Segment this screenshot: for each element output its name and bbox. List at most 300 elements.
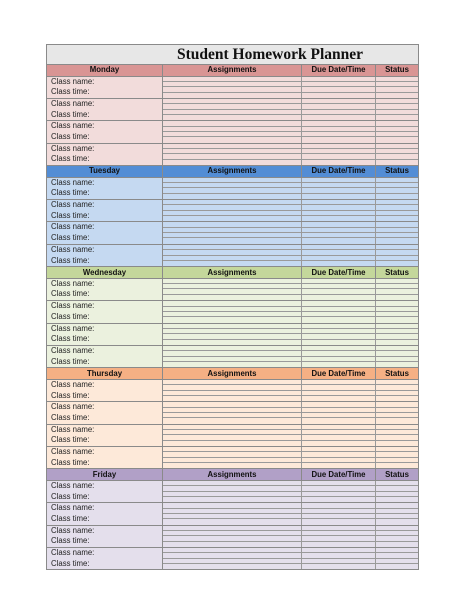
due-date-cell[interactable]: [302, 110, 376, 114]
status-cell[interactable]: [376, 486, 418, 490]
assignment-cell[interactable]: [163, 183, 302, 187]
status-cell[interactable]: [376, 340, 418, 345]
assignment-cell[interactable]: [163, 279, 302, 283]
assignment-cell[interactable]: [163, 200, 302, 204]
due-date-cell[interactable]: [302, 351, 376, 355]
class-labels: [47, 245, 163, 266]
status-cell[interactable]: [376, 233, 418, 237]
assignment-cell[interactable]: [163, 77, 302, 81]
status-cell[interactable]: [376, 104, 418, 108]
status-cell[interactable]: [376, 188, 418, 192]
due-date-cell[interactable]: [302, 295, 376, 300]
due-date-cell[interactable]: [302, 458, 376, 462]
due-date-cell[interactable]: [302, 160, 376, 165]
assignment-cell[interactable]: [163, 362, 302, 367]
due-date-cell[interactable]: [302, 77, 376, 81]
day-name: Friday: [47, 469, 163, 480]
class-name-label[interactable]: Class name:: [51, 278, 95, 288]
due-date-cell[interactable]: [302, 205, 376, 209]
assignment-cell[interactable]: [163, 87, 302, 91]
due-date-cell[interactable]: [302, 121, 376, 125]
status-cell[interactable]: [376, 250, 418, 254]
status-cell[interactable]: [376, 82, 418, 86]
class-time-label[interactable]: Class time:: [51, 457, 90, 467]
assignment-cell[interactable]: [163, 222, 302, 226]
assignment-cell[interactable]: [163, 228, 302, 232]
due-date-cell[interactable]: [302, 548, 376, 552]
status-cell[interactable]: [376, 351, 418, 355]
assignment-cell[interactable]: [163, 121, 302, 125]
due-date-cell[interactable]: [302, 233, 376, 237]
due-date-cell[interactable]: [302, 413, 376, 417]
due-date-cell[interactable]: [302, 503, 376, 507]
class-time-label[interactable]: Class time:: [51, 132, 90, 142]
status-cell[interactable]: [376, 317, 418, 322]
status-cell[interactable]: [376, 324, 418, 328]
status-cell[interactable]: [376, 245, 418, 249]
assignment-cell[interactable]: [163, 312, 302, 316]
homework-planner: [46, 44, 419, 570]
due-date-cell[interactable]: [302, 519, 376, 524]
assignment-cell[interactable]: [163, 329, 302, 333]
due-date-cell[interactable]: [302, 82, 376, 86]
status-cell[interactable]: [376, 77, 418, 81]
class-time-label[interactable]: Class time:: [51, 311, 90, 321]
class-time-label[interactable]: Class time:: [51, 210, 90, 220]
due-date-cell[interactable]: [302, 222, 376, 226]
class-name-label[interactable]: Class name:: [51, 323, 95, 333]
assignment-cell[interactable]: [163, 284, 302, 288]
class-name-label[interactable]: Class name:: [51, 244, 95, 254]
status-cell[interactable]: [376, 430, 418, 434]
class-time-label[interactable]: Class time:: [51, 188, 90, 198]
due-date-cell[interactable]: [302, 402, 376, 406]
status-cell[interactable]: [376, 110, 418, 114]
status-cell[interactable]: [376, 385, 418, 389]
due-date-cell[interactable]: [302, 430, 376, 434]
assignment-cell[interactable]: [163, 250, 302, 254]
due-date-cell[interactable]: [302, 312, 376, 316]
status-cell[interactable]: [376, 492, 418, 496]
due-date-cell[interactable]: [302, 447, 376, 451]
due-date-cell[interactable]: [302, 127, 376, 131]
class-name-label[interactable]: Class name:: [51, 200, 95, 210]
assignment-cell[interactable]: [163, 115, 302, 120]
due-date-cell[interactable]: [302, 362, 376, 367]
due-date-cell[interactable]: [302, 324, 376, 328]
due-date-cell[interactable]: [302, 132, 376, 136]
status-cell[interactable]: [376, 418, 418, 423]
due-date-cell[interactable]: [302, 307, 376, 311]
assignments-header: Assignments: [163, 267, 302, 278]
due-date-cell[interactable]: [302, 144, 376, 148]
status-cell[interactable]: [376, 295, 418, 300]
due-date-cell[interactable]: [302, 238, 376, 243]
status-cell[interactable]: [376, 301, 418, 305]
status-cell[interactable]: [376, 121, 418, 125]
assignment-cell[interactable]: [163, 481, 302, 485]
due-date-cell[interactable]: [302, 104, 376, 108]
assignment-cell[interactable]: [163, 127, 302, 131]
assignment-cell[interactable]: [163, 188, 302, 192]
assignment-cell[interactable]: [163, 149, 302, 153]
assignment-cell[interactable]: [163, 205, 302, 209]
assignment-cell[interactable]: [163, 154, 302, 158]
class-name-label[interactable]: Class name:: [51, 447, 95, 456]
assignment-row: [163, 317, 418, 322]
assignment-cell[interactable]: [163, 334, 302, 338]
status-cell[interactable]: [376, 536, 418, 540]
assignment-cell[interactable]: [163, 99, 302, 103]
status-cell[interactable]: [376, 380, 418, 384]
status-cell[interactable]: [376, 144, 418, 148]
status-cell[interactable]: [376, 452, 418, 456]
assignment-cell[interactable]: [163, 301, 302, 305]
assignment-cell[interactable]: [163, 216, 302, 221]
assignment-cell[interactable]: [163, 385, 302, 389]
class-name-label[interactable]: Class name:: [51, 177, 95, 187]
class-name-label[interactable]: Class name:: [51, 379, 95, 389]
due-date-cell[interactable]: [302, 245, 376, 249]
class-name-label[interactable]: Class name:: [51, 548, 95, 558]
status-cell[interactable]: [376, 127, 418, 131]
status-cell[interactable]: [376, 357, 418, 361]
class-name-label[interactable]: Class name:: [51, 222, 95, 232]
due-date-cell[interactable]: [302, 250, 376, 254]
status-cell[interactable]: [376, 497, 418, 502]
class-time-label[interactable]: Class time:: [51, 87, 90, 97]
class-time-label[interactable]: Class time:: [51, 334, 90, 344]
due-date-cell[interactable]: [302, 536, 376, 540]
day-name: Wednesday: [47, 267, 163, 278]
due-date-cell[interactable]: [302, 452, 376, 456]
assignment-grid: [163, 526, 418, 547]
status-cell[interactable]: [376, 93, 418, 98]
status-cell[interactable]: [376, 402, 418, 406]
day-name: Monday: [47, 65, 163, 76]
status-cell[interactable]: [376, 564, 418, 569]
class-entry: [47, 503, 418, 525]
due-date-cell[interactable]: [302, 261, 376, 266]
class-time-label[interactable]: Class time:: [51, 412, 90, 422]
due-date-cell[interactable]: [302, 526, 376, 530]
assignment-cell[interactable]: [163, 295, 302, 300]
assignment-cell[interactable]: [163, 519, 302, 524]
status-cell[interactable]: [376, 211, 418, 215]
status-cell[interactable]: [376, 514, 418, 518]
status-cell[interactable]: [376, 160, 418, 165]
class-time-label[interactable]: Class time:: [51, 109, 90, 119]
class-name-label[interactable]: Class name:: [51, 121, 95, 131]
assignment-cell[interactable]: [163, 93, 302, 98]
due-date-cell[interactable]: [302, 357, 376, 361]
class-labels: [47, 503, 163, 524]
assignment-cell[interactable]: [163, 548, 302, 552]
assignment-cell[interactable]: [163, 542, 302, 547]
assignment-row: [163, 418, 418, 423]
class-name-label[interactable]: Class name:: [51, 402, 95, 412]
status-cell[interactable]: [376, 216, 418, 221]
due-date-header: Due Date/Time: [302, 65, 376, 76]
status-cell[interactable]: [376, 396, 418, 401]
status-cell[interactable]: [376, 329, 418, 333]
status-cell[interactable]: [376, 559, 418, 563]
assignment-cell[interactable]: [163, 492, 302, 496]
assignment-cell[interactable]: [163, 564, 302, 569]
status-cell[interactable]: [376, 334, 418, 338]
status-cell[interactable]: [376, 542, 418, 547]
assignment-cell[interactable]: [163, 82, 302, 86]
status-cell[interactable]: [376, 149, 418, 153]
due-date-cell[interactable]: [302, 87, 376, 91]
status-cell[interactable]: [376, 178, 418, 182]
class-time-label[interactable]: Class time:: [51, 356, 90, 366]
due-date-cell[interactable]: [302, 340, 376, 345]
assignment-cell[interactable]: [163, 160, 302, 165]
due-date-cell[interactable]: [302, 380, 376, 384]
status-cell[interactable]: [376, 519, 418, 524]
assignment-cell[interactable]: [163, 307, 302, 311]
assignment-cell[interactable]: [163, 194, 302, 199]
due-date-cell[interactable]: [302, 435, 376, 439]
status-cell[interactable]: [376, 425, 418, 429]
due-date-cell[interactable]: [302, 99, 376, 103]
status-cell[interactable]: [376, 526, 418, 530]
assignment-cell[interactable]: [163, 317, 302, 322]
assignment-cell[interactable]: [163, 261, 302, 266]
due-date-cell[interactable]: [302, 346, 376, 350]
assignment-cell[interactable]: [163, 463, 302, 468]
day-section-thursday: [47, 368, 418, 469]
due-date-cell[interactable]: [302, 441, 376, 446]
status-cell[interactable]: [376, 408, 418, 412]
status-cell[interactable]: [376, 548, 418, 552]
assignment-cell[interactable]: [163, 526, 302, 530]
class-entry: [47, 301, 418, 323]
class-name-label[interactable]: Class name:: [51, 345, 95, 355]
status-cell[interactable]: [376, 531, 418, 535]
class-name-label[interactable]: Class name:: [51, 480, 95, 490]
due-date-cell[interactable]: [302, 279, 376, 283]
status-cell[interactable]: [376, 200, 418, 204]
due-date-cell[interactable]: [302, 497, 376, 502]
status-cell[interactable]: [376, 132, 418, 136]
assignment-grid: [163, 503, 418, 524]
class-name-label[interactable]: Class name:: [51, 76, 95, 86]
status-cell[interactable]: [376, 137, 418, 142]
due-date-cell[interactable]: [302, 200, 376, 204]
due-date-cell[interactable]: [302, 391, 376, 395]
due-date-cell[interactable]: [302, 425, 376, 429]
due-date-cell[interactable]: [302, 289, 376, 293]
due-date-cell[interactable]: [302, 178, 376, 182]
class-time-label[interactable]: Class time:: [51, 233, 90, 243]
class-name-label[interactable]: Class name:: [51, 143, 95, 153]
assignment-cell[interactable]: [163, 413, 302, 417]
assignment-cell[interactable]: [163, 391, 302, 395]
assignment-cell[interactable]: [163, 289, 302, 293]
assignment-cell[interactable]: [163, 324, 302, 328]
assignment-cell[interactable]: [163, 408, 302, 412]
assignment-cell[interactable]: [163, 402, 302, 406]
class-name-label[interactable]: Class name:: [51, 525, 95, 535]
status-cell[interactable]: [376, 391, 418, 395]
assignment-cell[interactable]: [163, 104, 302, 108]
assignment-cell[interactable]: [163, 497, 302, 502]
due-date-cell[interactable]: [302, 154, 376, 158]
due-date-cell[interactable]: [302, 408, 376, 412]
assignment-cell[interactable]: [163, 110, 302, 114]
assignment-grid: [163, 346, 418, 367]
due-date-cell[interactable]: [302, 509, 376, 513]
assignment-cell[interactable]: [163, 211, 302, 215]
status-cell[interactable]: [376, 447, 418, 451]
assignment-cell[interactable]: [163, 340, 302, 345]
status-cell[interactable]: [376, 289, 418, 293]
due-date-cell[interactable]: [302, 418, 376, 423]
assignment-cell[interactable]: [163, 509, 302, 513]
class-time-label[interactable]: Class time:: [51, 558, 90, 568]
status-cell[interactable]: [376, 553, 418, 557]
assignment-cell[interactable]: [163, 256, 302, 260]
class-time-label[interactable]: Class time:: [51, 255, 90, 265]
status-cell[interactable]: [376, 205, 418, 209]
assignment-cell[interactable]: [163, 531, 302, 535]
status-cell[interactable]: [376, 256, 418, 260]
status-cell[interactable]: [376, 362, 418, 367]
due-date-cell[interactable]: [302, 256, 376, 260]
class-entry: [47, 99, 418, 121]
assignment-cell[interactable]: [163, 238, 302, 243]
assignment-cell[interactable]: [163, 435, 302, 439]
due-date-cell[interactable]: [302, 115, 376, 120]
assignment-row: [163, 160, 418, 165]
due-date-cell[interactable]: [302, 194, 376, 199]
status-cell[interactable]: [376, 441, 418, 446]
status-cell[interactable]: [376, 154, 418, 158]
assignment-cell[interactable]: [163, 458, 302, 462]
status-cell[interactable]: [376, 87, 418, 91]
due-date-cell[interactable]: [302, 553, 376, 557]
assignment-cell[interactable]: [163, 144, 302, 148]
due-date-cell[interactable]: [302, 183, 376, 187]
class-name-label[interactable]: Class name:: [51, 424, 95, 434]
assignment-cell[interactable]: [163, 514, 302, 518]
due-date-cell[interactable]: [302, 564, 376, 569]
assignment-cell[interactable]: [163, 132, 302, 136]
status-cell[interactable]: [376, 194, 418, 199]
assignment-cell[interactable]: [163, 447, 302, 451]
class-time-label[interactable]: Class time:: [51, 435, 90, 445]
assignment-cell[interactable]: [163, 430, 302, 434]
status-cell[interactable]: [376, 503, 418, 507]
due-date-cell[interactable]: [302, 463, 376, 468]
assignment-cell[interactable]: [163, 486, 302, 490]
assignment-cell[interactable]: [163, 380, 302, 384]
class-time-label[interactable]: Class time:: [51, 491, 90, 501]
status-cell[interactable]: [376, 279, 418, 283]
class-time-label[interactable]: Class time:: [51, 289, 90, 299]
status-cell[interactable]: [376, 284, 418, 288]
assignment-cell[interactable]: [163, 233, 302, 237]
due-date-cell[interactable]: [302, 559, 376, 563]
status-cell[interactable]: [376, 435, 418, 439]
due-date-cell[interactable]: [302, 481, 376, 485]
due-date-cell[interactable]: [302, 492, 376, 496]
due-date-cell[interactable]: [302, 531, 376, 535]
assignment-cell[interactable]: [163, 441, 302, 446]
assignment-cell[interactable]: [163, 425, 302, 429]
assignment-cell[interactable]: [163, 346, 302, 350]
due-date-cell[interactable]: [302, 396, 376, 401]
assignment-cell[interactable]: [163, 245, 302, 249]
assignment-cell[interactable]: [163, 553, 302, 557]
assignment-cell[interactable]: [163, 418, 302, 423]
status-cell[interactable]: [376, 238, 418, 243]
status-cell[interactable]: [376, 115, 418, 120]
status-cell[interactable]: [376, 346, 418, 350]
status-cell[interactable]: [376, 228, 418, 232]
class-name-label[interactable]: Class name:: [51, 301, 95, 311]
due-date-cell[interactable]: [302, 514, 376, 518]
due-date-cell[interactable]: [302, 137, 376, 142]
status-cell[interactable]: [376, 183, 418, 187]
assignment-cell[interactable]: [163, 178, 302, 182]
due-date-cell[interactable]: [302, 486, 376, 490]
assignment-cell[interactable]: [163, 351, 302, 355]
due-date-cell[interactable]: [302, 542, 376, 547]
status-cell[interactable]: [376, 458, 418, 462]
due-date-cell[interactable]: [302, 334, 376, 338]
due-date-cell[interactable]: [302, 284, 376, 288]
page-title: Student Homework Planner: [177, 46, 363, 63]
status-cell[interactable]: [376, 99, 418, 103]
class-time-label[interactable]: Class time:: [51, 390, 90, 400]
due-date-cell[interactable]: [302, 301, 376, 305]
status-cell[interactable]: [376, 222, 418, 226]
class-name-label[interactable]: Class name:: [51, 503, 95, 513]
due-date-cell[interactable]: [302, 317, 376, 322]
status-cell[interactable]: [376, 312, 418, 316]
due-date-cell[interactable]: [302, 216, 376, 221]
assignment-cell[interactable]: [163, 452, 302, 456]
due-date-cell[interactable]: [302, 329, 376, 333]
status-cell[interactable]: [376, 463, 418, 468]
assignment-cell[interactable]: [163, 559, 302, 563]
due-date-cell[interactable]: [302, 211, 376, 215]
class-time-label[interactable]: Class time:: [51, 154, 90, 164]
assignment-cell[interactable]: [163, 396, 302, 401]
due-date-cell[interactable]: [302, 93, 376, 98]
assignment-cell[interactable]: [163, 536, 302, 540]
status-cell[interactable]: [376, 413, 418, 417]
due-date-cell[interactable]: [302, 228, 376, 232]
due-date-cell[interactable]: [302, 149, 376, 153]
assignment-cell[interactable]: [163, 503, 302, 507]
assignment-cell[interactable]: [163, 357, 302, 361]
status-cell[interactable]: [376, 261, 418, 266]
status-cell[interactable]: [376, 307, 418, 311]
status-cell[interactable]: [376, 509, 418, 513]
class-name-label[interactable]: Class name:: [51, 98, 95, 108]
class-time-label[interactable]: Class time:: [51, 514, 90, 524]
day-list: [47, 65, 418, 569]
due-date-cell[interactable]: [302, 188, 376, 192]
assignment-cell[interactable]: [163, 137, 302, 142]
class-time-label[interactable]: Class time:: [51, 536, 90, 546]
status-cell[interactable]: [376, 481, 418, 485]
due-date-cell[interactable]: [302, 385, 376, 389]
